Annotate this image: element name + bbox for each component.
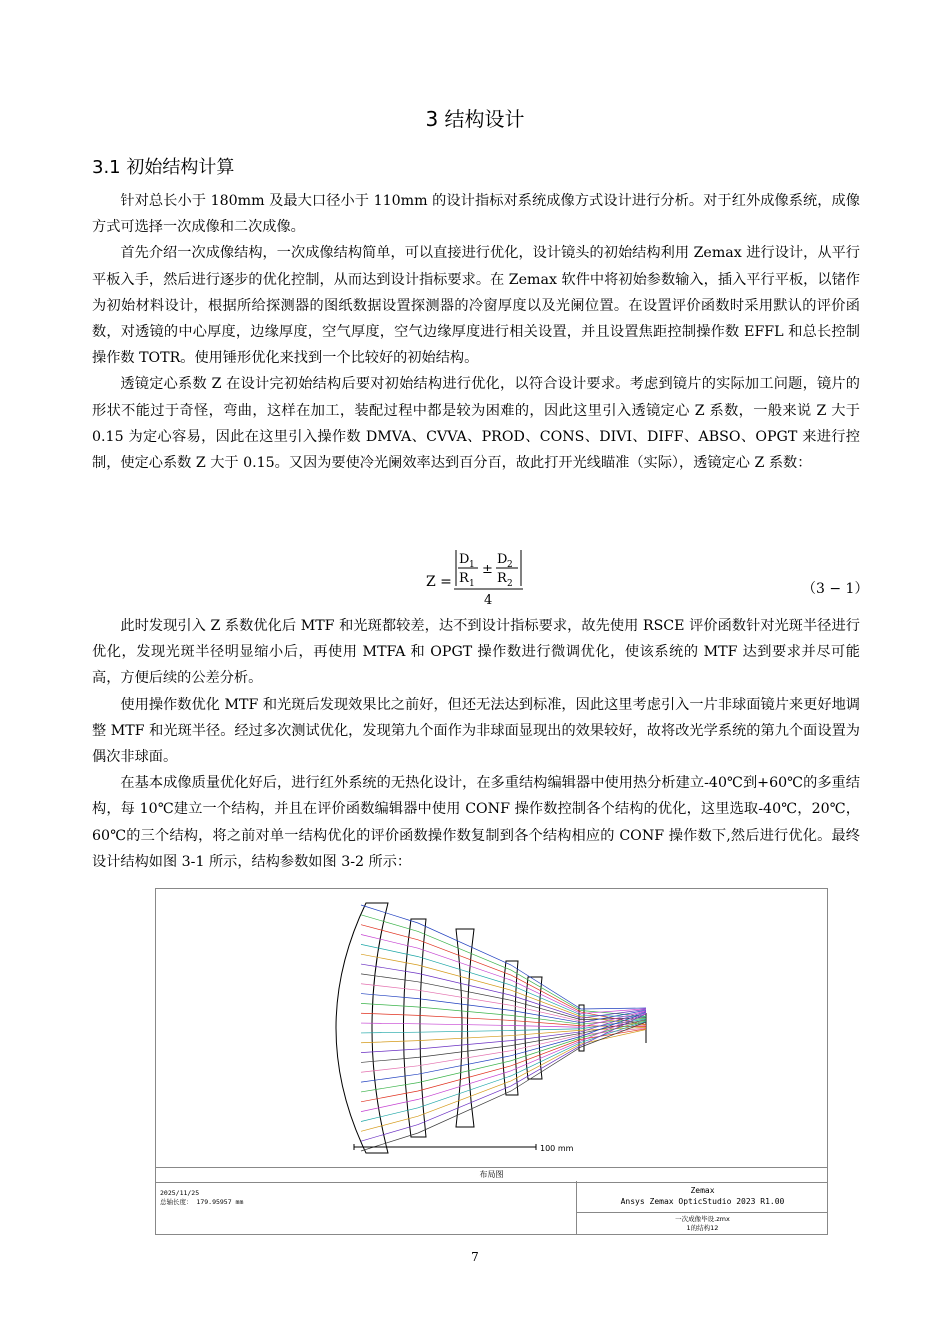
formula-denominator: 4 (484, 593, 493, 608)
section-title: 3.1 初始结构计算 (92, 157, 235, 178)
formula-d2-sub: 2 (507, 560, 513, 570)
figure-config: 1的结构12 (686, 1224, 719, 1232)
figure-product: Ansys Zemax OpticStudio 2023 R1.00 (620, 1197, 785, 1206)
body-text-block-2 (92, 613, 860, 875)
formula-d1-sub: 1 (469, 560, 475, 570)
figure-date: 2025/11/25 (160, 1189, 200, 1197)
centering-formula (426, 546, 536, 608)
scale-label: 100 mm (540, 1144, 574, 1153)
chapter-title: 3 结构设计 (425, 107, 525, 131)
lens-element-2 (404, 919, 427, 1137)
paragraph: 此时发现引入 Z 系数优化后 MTF 和光斑都较差，达不到设计指标要求，故先使用 RSCE 评价函数针对光斑半径进行优化，发现光斑半径明显缩小后，再使用 MTFA 和 OPGT 操作数进行微调优化，使该系统的 MTF 达到要求并尽可能高，方便后续的公差分析。 (92, 618, 860, 687)
paragraph: 首先介绍一次成像结构，一次成像结构简单，可以直接进行优化，设计镜头的初始结构利用 Zemax 进行设计，从平行平板入手，然后进行逐步的优化控制，从而达到设计指标要求。在 Zemax 软件中将初始参数输入，插入平行平板，以锗作为初始材料设计，根据所给探测器的图纸数据设置探测器的冷窗厚度以及光阑位置。在设置评价函数时采用默认的评价函数，对透镜的中心厚度，边缘厚度，空气厚度，空气边缘厚度进行相关设置，并且设置焦距控制操作数 EFFL 和总长控制操作数 TOTR。使用锤形优化来找到一个比较好的初始结构。 (92, 245, 860, 367)
figure-footer-label: 布局图 (156, 1167, 827, 1183)
figure-total-length: 总轴长度： 179.95957 mm (160, 1198, 244, 1206)
formula-plus-minus: ± (482, 562, 493, 577)
paragraph: 针对总长小于 180mm 及最大口径小于 110mm 的设计指标对系统成像方式设计进行分析。对于红外成像系统，成像方式可选择一次成像和二次成像。 (92, 193, 860, 236)
figure-vendor-block (577, 1181, 828, 1213)
formula-number: （3 − 1） (802, 581, 869, 597)
formula-lhs: Z = (426, 574, 452, 590)
lens-element-4 (502, 961, 518, 1095)
figure-file-block (577, 1213, 828, 1233)
lens-element-3 (456, 929, 474, 1127)
formula-r2: R (497, 571, 507, 586)
formula-d2: D (497, 552, 508, 567)
figure-info-right (576, 1181, 828, 1235)
formula-r2-sub: 2 (507, 579, 513, 589)
page-number: 7 (471, 1250, 479, 1264)
paragraph: 在基本成像质量优化好后，进行红外系统的无热化设计，在多重结构编辑器中使用热分析建立-40℃到+60℃的多重结构，每 10℃建立一个结构，并且在评价函数编辑器中使用 CONF 操作数控制各个结构的优化，这里选取-40℃，20℃，60℃的三个结构，将之前对单一结构优化的评价函数操作数复制到各个结构相应的 CONF 操作数下,然后进行优化。最终设计结构如图 3-1 所示，结构参数如图 3-2 所示： (92, 775, 860, 870)
formula-r1-sub: 1 (469, 579, 475, 589)
figure-info-left (160, 1189, 243, 1207)
figure-file: 一次成像毕设.zmx (675, 1215, 730, 1223)
lens-layout-drawing (156, 889, 827, 1167)
formula-d1: D (459, 552, 470, 567)
formula-r1: R (459, 571, 469, 586)
paragraph: 使用操作数优化 MTF 和光斑后发现效果比之前好，但还无法达到标准，因此这里考虑引入一片非球面镜片来更好地调整 MTF 和光斑半径。经过多次测试优化，发现第九个面作为非球面显现出的效果较好，故将改光学系统的第九个面设置为偶次非球面。 (92, 696, 860, 766)
lens-layout-figure (155, 888, 828, 1235)
figure-vendor: Zemax (690, 1186, 715, 1195)
body-text-block-1 (92, 188, 860, 476)
paragraph: 透镜定心系数 Z 在设计完初始结构后要对初始结构进行优化，以符合设计要求。考虑到镜片的实际加工问题，镜片的形状不能过于奇怪，弯曲，这样在加工，装配过程中都是较为困难的，因此这里引入透镜定心 Z 系数，一般来说 Z 大于 0.15 为定心容易，因此在这里引入操作数 DMVA、CVVA、PROD、CONS、DIVI、DIFF、ABSO、OPGT 来进行控制，使定心系数 Z 大于 0.15。又因为要使冷光阑效率达到百分百，故此打开光线瞄准（实际），透镜定心 Z 系数： (92, 376, 860, 472)
lens-element-1 (336, 903, 388, 1153)
